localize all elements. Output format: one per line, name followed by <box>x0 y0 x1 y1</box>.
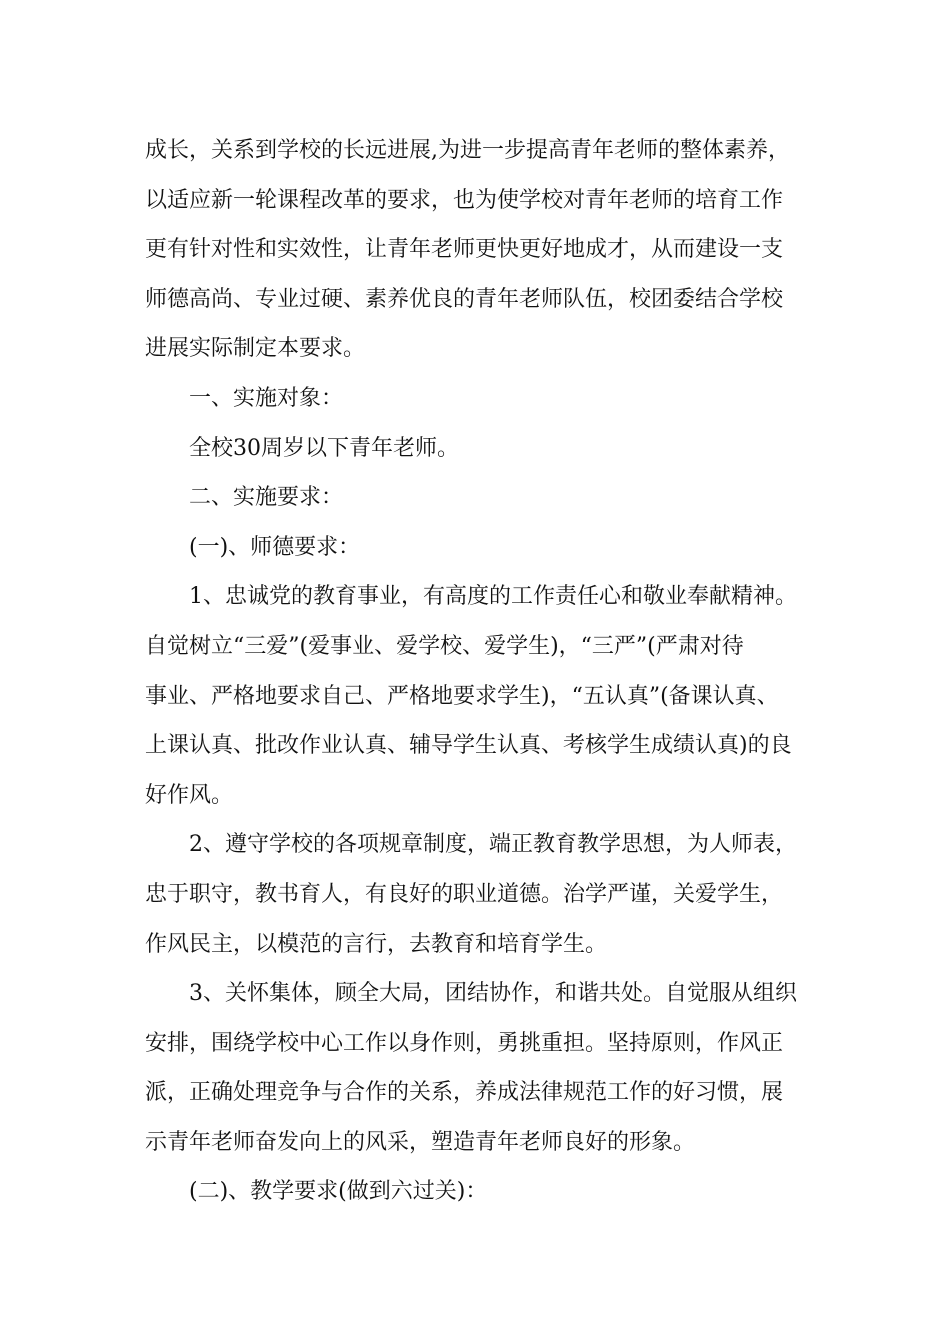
section-heading-target: 一、实施对象： <box>189 385 344 411</box>
paragraph-line: 3、关怀集体，顾全大局，团结协作，和谐共处。自觉服从组织 <box>189 981 797 1007</box>
paragraph-line: 师德高尚、专业过硬、素养优良的青年老师队伍，校团委结合学校 <box>145 286 784 312</box>
section-heading-requirements: 二、实施要求： <box>189 485 344 511</box>
paragraph-line: 全校30周岁以下青年老师。 <box>189 435 459 461</box>
paragraph-line: 事业、严格地要求自己、严格地要求学生)，“五认真”(备课认真、 <box>145 683 779 709</box>
subsection-heading-ethics: (一)、师德要求： <box>189 534 361 560</box>
document-body <box>145 126 825 1217</box>
paragraph-line: 更有针对性和实效性，让青年老师更快更好地成才，从而建设一支 <box>145 237 784 263</box>
paragraph-line: 示青年老师奋发向上的风采，塑造青年老师良好的形象。 <box>145 1129 696 1155</box>
paragraph-line: 安排，围绕学校中心工作以身作则，勇挑重担。坚持原则，作风正 <box>145 1030 784 1056</box>
paragraph-line: 好作风。 <box>145 782 234 808</box>
paragraph-line: 上课认真、批改作业认真、辅导学生认真、考核学生成绩认真)的良 <box>145 733 792 759</box>
paragraph-line: 成长，关系到学校的长远进展,为进一步提高青年老师的整体素养， <box>145 138 790 163</box>
paragraph-line: 自觉树立“三爱”(爱事业、爱学校、爱学生)，“三严”(严肃对待 <box>145 633 744 659</box>
subsection-heading-teaching: (二)、教学要求(做到六过关)： <box>189 1179 488 1205</box>
paragraph-line: 忠于职守，教书育人，有良好的职业道德。治学严谨，关爱学生， <box>145 881 784 907</box>
paragraph-line: 进展实际制定本要求。 <box>145 336 366 362</box>
paragraph-line: 作风民主，以模范的言行，去教育和培育学生。 <box>145 931 608 957</box>
paragraph-line: 2、遵守学校的各项规章制度，端正教育教学思想，为人师表， <box>189 832 797 858</box>
paragraph-line: 以适应新一轮课程改革的要求，也为使学校对青年老师的培育工作 <box>145 187 784 213</box>
paragraph-line: 1、忠诚党的教育事业，有高度的工作责任心和敬业奉献精神。 <box>189 584 797 610</box>
paragraph-line: 派，正确处理竞争与合作的关系，养成法律规范工作的好习惯，展 <box>145 1080 784 1106</box>
